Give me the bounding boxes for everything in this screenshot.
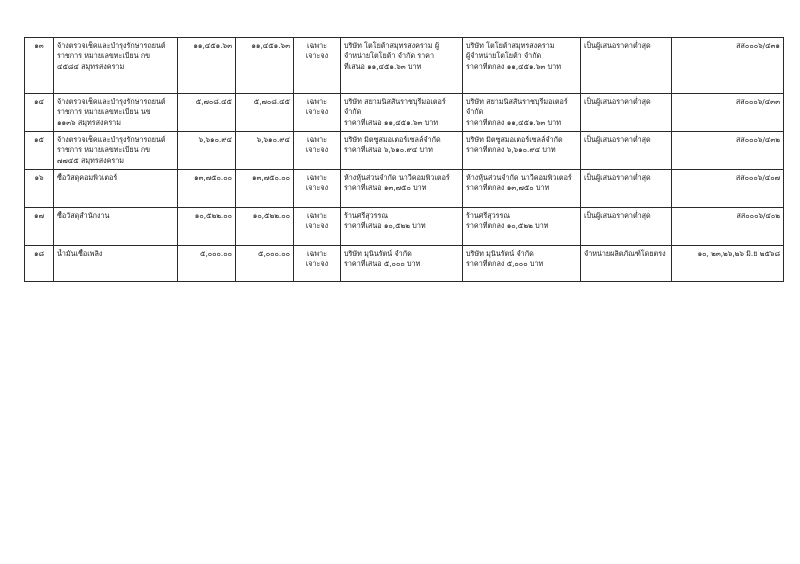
- item-description-line: ราชการ หมายเลขทะเบียน กข: [57, 51, 151, 61]
- bidder-and-price: [341, 94, 463, 132]
- bidder-and-price: [341, 38, 463, 94]
- selected-vendor-line: ราคาที่ตกลง ๑๓,๗๕๐ บาท: [466, 183, 550, 193]
- bidder-and-price-line: ราคาที่เสนอ ๖,๖๑๐.๙๔ บาท: [344, 145, 433, 155]
- budget-amount: ๑๐,๕๒๒.๐๐: [178, 208, 236, 246]
- bidder-and-price: [341, 132, 463, 170]
- procurement-method: เฉพาะเจาะจง: [294, 208, 341, 246]
- median-price: ๕,๗๐๘.๔๕: [236, 94, 294, 132]
- row-number: ๑๗: [25, 208, 54, 246]
- budget-amount: ๕,๗๐๘.๔๕: [178, 94, 236, 132]
- selected-vendor-line: บริษัท มุนินรัตน์ จำกัด: [466, 249, 534, 258]
- table-row: [25, 94, 784, 132]
- table-body: [25, 38, 784, 282]
- selected-vendor-line: ราคาที่ตกลง ๖,๖๑๐.๙๔ บาท: [466, 145, 556, 155]
- bidder-and-price-line: ร้านศรีสุวรรณ: [344, 211, 389, 220]
- item-description-line: ซื้อวัสดุสำนักงาน: [57, 211, 110, 220]
- selected-vendor-line: ราคาที่ตกลง ๑๑,๔๕๑.๖๓ บาท: [466, 61, 561, 71]
- contract-reference: สส๐๐๐๖/๔๐๗: [672, 170, 784, 208]
- item-description: [54, 132, 178, 170]
- item-description-line: จ้างตรวจเช็คและบำรุงรักษารถยนต์: [57, 97, 166, 106]
- budget-amount: ๕,๐๐๐.๐๐: [178, 246, 236, 282]
- item-description: [54, 208, 178, 246]
- selected-vendor-line: ร้านศรีสุวรรณ: [466, 211, 511, 220]
- median-price: ๑๑,๔๕๑.๖๓: [236, 38, 294, 94]
- selection-reason: เป็นผู้เสนอราคาต่ำสุด: [581, 38, 672, 94]
- procurement-table: [24, 37, 784, 282]
- item-description-line: ซื้อวัสดุคอมพิวเตอร์: [57, 173, 118, 182]
- selected-vendor: [463, 38, 581, 94]
- selected-vendor: [463, 208, 581, 246]
- table-row: [25, 170, 784, 208]
- table-row: [25, 38, 784, 94]
- bidder-and-price-line: บริษัท มิตซูสมอเตอร์เซลล์จำกัด: [344, 135, 441, 144]
- bidder-and-price-line: ห้างหุ้นส่วนจำกัด นาวีคอมพิวเตอร์: [344, 173, 450, 182]
- selection-reason: จำหน่ายผลิตภัณฑ์โดยตรง: [581, 246, 672, 282]
- procurement-method: เฉพาะเจาะจง: [294, 132, 341, 170]
- item-description: [54, 246, 178, 282]
- selected-vendor-line: ห้างหุ้นส่วนจำกัด นาวีคอมพิวเตอร์: [466, 173, 572, 182]
- budget-amount: ๖,๖๑๐.๙๔: [178, 132, 236, 170]
- row-number: ๑๕: [25, 132, 54, 170]
- selected-vendor-line: ผู้จำหน่ายโตโยต้า จำกัด: [466, 51, 542, 61]
- selected-vendor-line: จำกัด: [466, 107, 484, 117]
- bidder-and-price-line: บริษัท มุนินรัตน์ จำกัด: [344, 249, 412, 258]
- procurement-method: เฉพาะเจาะจง: [294, 246, 341, 282]
- item-description: [54, 38, 178, 94]
- contract-reference: สส๐๐๐๖/๔๓๑: [672, 38, 784, 94]
- bidder-and-price-line: ราคาที่เสนอ ๑๐,๕๒๒ บาท: [344, 221, 426, 231]
- item-description-line: จ้างตรวจเช็คและบำรุงรักษารถยนต์: [57, 41, 166, 50]
- item-description-line: ๔๕๘๔ สมุทรสงคราม: [57, 61, 125, 71]
- bidder-and-price: [341, 208, 463, 246]
- selected-vendor-line: บริษัท โตโยต้าสมุทรสงคราม: [466, 41, 555, 50]
- table-row: [25, 246, 784, 282]
- selected-vendor: [463, 170, 581, 208]
- procurement-method: เฉพาะเจาะจง: [294, 94, 341, 132]
- item-description: [54, 94, 178, 132]
- row-number: ๑๘: [25, 246, 54, 282]
- contract-reference: สส๐๐๐๖/๔๐๒: [672, 208, 784, 246]
- contract-reference: สส๐๐๐๖/๔๓๒: [672, 132, 784, 170]
- selected-vendor-line: ราคาที่ตกลง ๑๐,๕๒๒ บาท: [466, 221, 549, 231]
- median-price: ๖,๖๑๐.๙๔: [236, 132, 294, 170]
- procurement-method: เฉพาะเจาะจง: [294, 38, 341, 94]
- median-price: ๕,๐๐๐.๐๐: [236, 246, 294, 282]
- bidder-and-price-line: ราคาที่เสนอ ๕,๐๐๐ บาท: [344, 259, 421, 269]
- contract-reference: สส๐๐๐๖/๔๓๓: [672, 94, 784, 132]
- selection-reason: เป็นผู้เสนอราคาต่ำสุด: [581, 170, 672, 208]
- item-description-line: ราชการ หมายเลขทะเบียน กข: [57, 145, 151, 155]
- row-number: ๑๖: [25, 170, 54, 208]
- bidder-and-price-line: จำกัด: [344, 107, 362, 117]
- selected-vendor-line: ราคาที่ตกลง ๕,๐๐๐ บาท: [466, 259, 544, 269]
- table-row: [25, 132, 784, 170]
- selected-vendor-line: บริษัท มิตซูสมอเตอร์เซลล์จำกัด: [466, 135, 563, 144]
- bidder-and-price: [341, 170, 463, 208]
- contract-reference: ๑๐, ๒๓,๒๖,๒๖ มิ.ย ๒๕๖๘: [672, 246, 784, 282]
- bidder-and-price-line: จำหน่ายโตโยต้า จำกัด ราคา: [344, 51, 435, 61]
- selection-reason: เป็นผู้เสนอราคาต่ำสุด: [581, 208, 672, 246]
- selected-vendor-line: บริษัท สยามนิสสันราชบุรีมอเตอร์: [466, 97, 568, 106]
- item-description: [54, 170, 178, 208]
- bidder-and-price-line: ราคาที่เสนอ ๑๓,๗๕๐ บาท: [344, 183, 427, 193]
- item-description-line: ๑๑๓๖ สมุทรสงคราม: [57, 117, 121, 127]
- table-row: [25, 208, 784, 246]
- budget-amount: ๑๓,๗๕๐.๐๐: [178, 170, 236, 208]
- selection-reason: เป็นผู้เสนอราคาต่ำสุด: [581, 132, 672, 170]
- selection-reason: เป็นผู้เสนอราคาต่ำสุด: [581, 94, 672, 132]
- median-price: ๑๓,๗๕๐.๐๐: [236, 170, 294, 208]
- procurement-method: เฉพาะเจาะจง: [294, 170, 341, 208]
- selected-vendor: [463, 132, 581, 170]
- median-price: ๑๐,๕๒๒.๐๐: [236, 208, 294, 246]
- row-number: ๑๓: [25, 38, 54, 94]
- selected-vendor: [463, 94, 581, 132]
- selected-vendor: [463, 246, 581, 282]
- bidder-and-price-line: บริษัท สยามนิสสันราชบุรีมอเตอร์: [344, 97, 446, 106]
- budget-amount: ๑๑,๔๕๑.๖๓: [178, 38, 236, 94]
- row-number: ๑๔: [25, 94, 54, 132]
- item-description-line: ราชการ หมายเลขทะเบียน นข: [57, 107, 151, 117]
- selected-vendor-line: ราคาที่ตกลง ๑๑,๔๕๑.๖๓ บาท: [466, 117, 561, 127]
- bidder-and-price-line: ที่เสนอ ๑๑,๔๕๑.๖๓ บาท: [344, 61, 422, 71]
- item-description-line: น้ำมันเชื้อเพลิง: [57, 249, 103, 258]
- bidder-and-price: [341, 246, 463, 282]
- bidder-and-price-line: บริษัท โตโยต้าสมุทรสงคราม ผู้: [344, 41, 440, 50]
- item-description-line: ๗๗๔๕ สมุทรสงคราม: [57, 155, 125, 165]
- item-description-line: จ้างตรวจเช็คและบำรุงรักษารถยนต์: [57, 135, 166, 144]
- bidder-and-price-line: ราคาที่เสนอ ๑๑,๔๕๑.๖๓ บาท: [344, 117, 439, 127]
